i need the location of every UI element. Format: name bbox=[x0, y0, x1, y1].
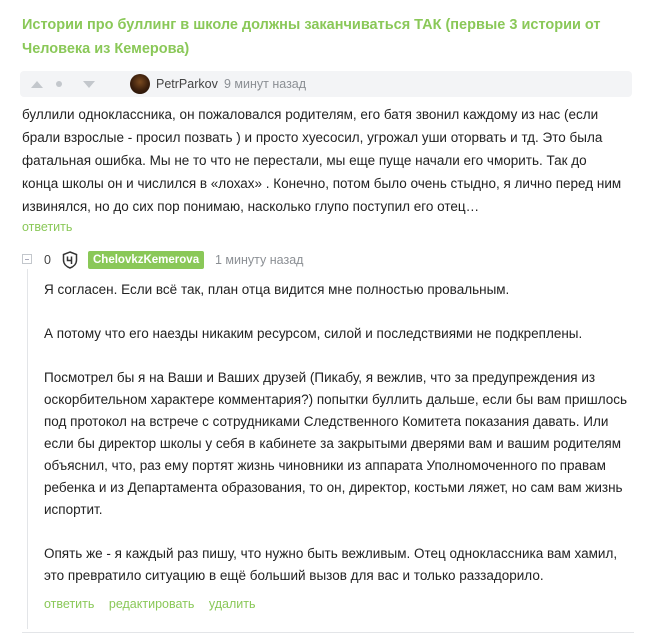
comment-paragraph: Я согласен. Если всё так, план отца видится мне полностью провальным. bbox=[44, 282, 510, 297]
comment-author[interactable]: PetrParkov bbox=[156, 77, 218, 91]
reply-link[interactable]: ответить bbox=[22, 220, 73, 234]
upvote-arrow-icon bbox=[31, 81, 43, 88]
shield-avatar-icon bbox=[62, 251, 78, 269]
comment-text bbox=[44, 279, 634, 609]
post-title[interactable]: Истории про буллинг в школе должны заканчиваться ТАК (первые 3 истории от Человека из Кемерова) bbox=[22, 17, 601, 57]
downvote-button[interactable] bbox=[80, 71, 98, 97]
comment-time[interactable]: 1 минуту назад bbox=[215, 253, 304, 267]
comment-actions bbox=[44, 597, 266, 611]
thread-line[interactable] bbox=[27, 269, 28, 629]
avatar[interactable] bbox=[60, 250, 80, 270]
collapse-icon[interactable] bbox=[22, 254, 32, 264]
downvote-arrow-icon bbox=[83, 81, 95, 88]
edit-link[interactable]: редактировать bbox=[108, 597, 195, 611]
comment-meta-bar bbox=[20, 71, 632, 97]
comment-paragraph: Опять же - я каждый раз пишу, что нужно быть вежливым. Отец одноклассника вам хамил, это превратило ситуацию в ещё больший вызов для вас и только раззадорило. bbox=[44, 546, 618, 583]
vote-dot-icon bbox=[56, 81, 62, 87]
comment-rating: 0 bbox=[44, 253, 51, 267]
divider bbox=[22, 632, 634, 633]
delete-link[interactable]: удалить bbox=[208, 597, 256, 611]
vote-neutral bbox=[53, 71, 65, 97]
comment-author-badge[interactable]: ChelovkzKemerova bbox=[88, 251, 204, 269]
avatar[interactable] bbox=[130, 74, 150, 94]
comment-paragraph: А потому что его наезды никаким ресурсом, силой и последствиями не подкреплены. bbox=[44, 326, 583, 341]
reply-link[interactable]: ответить bbox=[44, 597, 95, 611]
comment-time[interactable]: 9 минут назад bbox=[224, 77, 307, 91]
comment-text: буллили одноклассника, он пожаловался родителям, его батя звонил каждому из нас (если брали взрослые - просил позвать ) и просто хуесосил, угрожал уши оторвать и тд. Это была фатальная ошибка. Мы не то что не перестали, мы еще пуще начали его чморить. Так до конца школы он и числился в «лохах» . Конечно, потом было очень стыдно, я лично перед ним извинялся, но до сих пор понимаю, насколько глупо поступил его отец… bbox=[22, 107, 622, 214]
upvote-button[interactable] bbox=[28, 71, 46, 97]
comment-paragraph: Посмотрел бы я на Ваши и Ваших друзей (Пикабу, я вежлив, что за предупреждения из оскорбительном характере комментария?) попытки буллить дальше, если бы вам пришлось под протокол на встрече с сотрудниками Следственного Комитета показания давать. Или если бы директор школы у себя в кабинете за закрытыми дверями вам и вашим родителям объяснил, что, раз ему портят жизнь чиновники из аппарата Уполномоченного по правам ребенка и из Департамента образования, то он, директор, костьми ляжет, но сам вам жизнь испортит. bbox=[44, 370, 628, 517]
